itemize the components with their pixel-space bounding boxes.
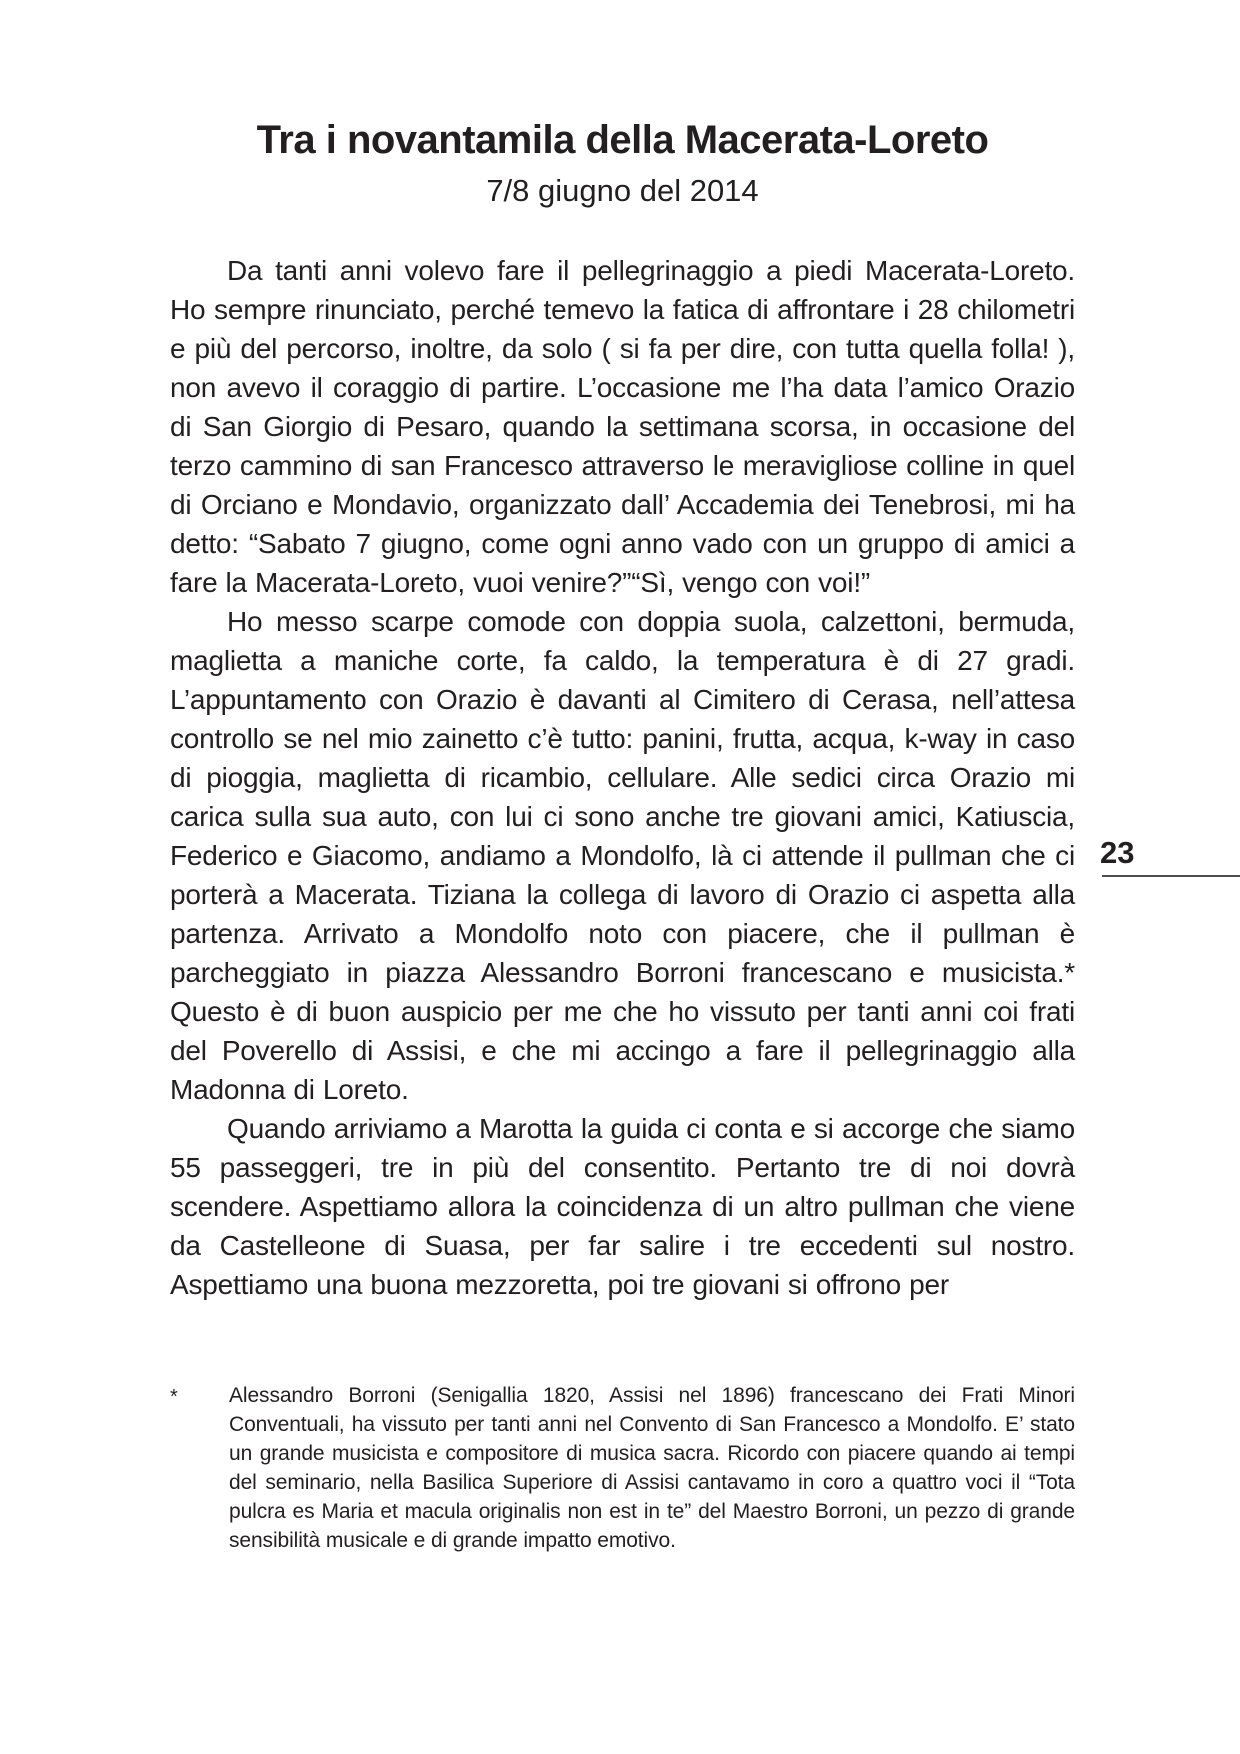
page-number-block	[1100, 833, 1134, 873]
page-number: 23	[1100, 835, 1135, 870]
page-number-rule	[1102, 875, 1240, 877]
text-column	[170, 0, 1075, 1754]
body-paragraph-3: Quando arriviamo a Marotta la guida ci conta e si accorge che siamo 55 passeggeri, tre in più del consentito. Pertanto tre di noi dovrà scendere. Aspettiamo allora la coincidenza di un altro pullman che viene da Castelleone di Suasa, per far salire i tre eccedenti sul nostro. Aspettiamo una buona mezzoretta, poi tre giovani si offrono per	[170, 1113, 1075, 1300]
footnote-marker: *	[170, 1386, 178, 1408]
footnote-text: Alessandro Borroni (Senigallia 1820, Assisi nel 1896) francescano dei Frati Minori Conventuali, ha vissuto per tanti anni nel Convento di San Francesco a Mondolfo. E’ stato un grande musicista e compositore di musica sacra. Ricordo con piacere quando ai tempi del seminario, nella Basilica Superiore di Assisi cantavamo in coro a quattro voci il “Tota pulcra es Maria et macula originalis non est in te” del Maestro Borroni, un pezzo di grande sensibilità musicale e di grande impatto emotivo.	[229, 1384, 1075, 1552]
footnote	[170, 1381, 1075, 1555]
page-subtitle: 7/8 giugno del 2014	[486, 173, 759, 208]
body-text	[170, 251, 1075, 1304]
page-title: Tra i novantamila della Macerata-Loreto	[256, 118, 989, 162]
body-paragraph-2: Ho messo scarpe comode con doppia suola, calzettoni, bermuda, maglietta a maniche corte, fa caldo, la temperatura è di 27 gradi. L’appuntamento con Orazio è davanti al Cimitero di Cerasa, nell’attesa controllo se nel mio zainetto c’è tutto: panini, frutta, acqua, k-way in caso di pioggia, maglietta di ricambio, cellulare. Alle sedici circa Orazio mi carica sulla sua auto, con lui ci sono anche tre giovani amici, Katiuscia, Federico e Giacomo, andiamo a Mondolfo, là ci attende il pullman che ci porterà a Macerata. Tiziana la collega di lavoro di Orazio ci aspetta alla partenza. Arrivato a Mondolfo noto con piacere, che il pullman è parcheggiato in piazza Alessandro Borroni francescano e musicista.* Questo è di buon auspicio per me che ho vissuto per tanti anni coi frati del Poverello di Assisi, e che mi accingo a fare il pellegrinaggio alla Madonna di Loreto.	[170, 606, 1075, 1105]
body-paragraph-1: Da tanti anni volevo fare il pellegrinaggio a piedi Macerata-Loreto. Ho sempre rinunciato, perché temevo la fatica di affrontare i 28 chilometri e più del percorso, inoltre, da solo ( si fa per dire, con tutta quella folla! ), non avevo il coraggio di partire. L’occasione me l’ha data l’amico Orazio di San Giorgio di Pesaro, quando la settimana scorsa, in occasione del terzo cammino di san Francesco attraverso le meravigliose colline in quel di Orciano e Mondavio, organizzato dall’ Accademia dei Tenebrosi, mi ha detto: “Sabato 7 giugno, come ogni anno vado con un gruppo di amici a fare la Macerata-Loreto, vuoi venire?”“Sì, vengo con voi!”	[170, 255, 1075, 598]
